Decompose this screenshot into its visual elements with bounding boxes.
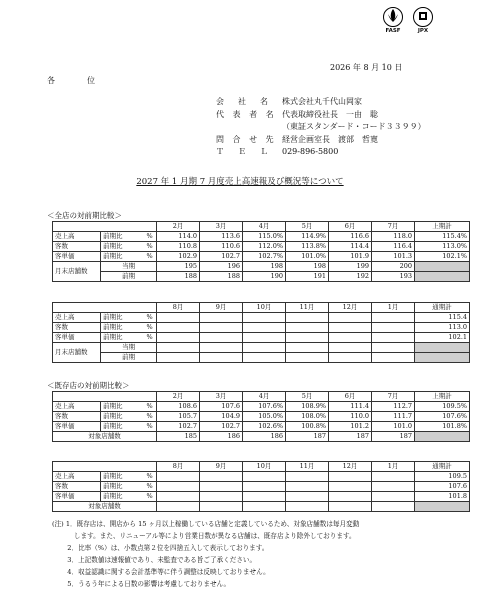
metric-unit: % <box>145 313 157 323</box>
data-cell <box>243 323 286 333</box>
metric-sublabel: 前期比 <box>101 402 145 412</box>
table-row <box>53 432 470 442</box>
metric-label: 売上高 <box>53 232 101 242</box>
data-cell <box>157 482 200 492</box>
data-cell <box>372 323 415 333</box>
metric-unit: % <box>145 472 157 482</box>
data-cell <box>200 472 243 482</box>
store-count-sublabel: 前期 <box>101 272 157 282</box>
store-count-cell <box>415 432 470 442</box>
data-cell: 113.8% <box>286 242 329 252</box>
all-stores-second-half-table <box>52 302 470 363</box>
table-row <box>53 242 470 252</box>
note-line: (注) 1．既存店は、開店から 15 ヶ月以上稼働している店舗と定義しているため、対象店舗数は毎月変動 <box>52 520 360 528</box>
store-count-cell <box>243 502 286 512</box>
store-count-cell: 188 <box>200 272 243 282</box>
metric-sublabel: 前期比 <box>101 422 145 432</box>
metric-unit: % <box>145 422 157 432</box>
column-header: 11月 <box>286 462 329 472</box>
info-label <box>216 121 282 134</box>
data-cell <box>286 323 329 333</box>
store-count-cell <box>200 343 243 353</box>
store-count-cell: 198 <box>286 262 329 272</box>
column-header: 上期計 <box>415 222 470 232</box>
metric-label: 客単価 <box>53 422 101 432</box>
store-count-cell: 192 <box>329 272 372 282</box>
metric-label: 客数 <box>53 412 101 422</box>
metric-unit: % <box>145 232 157 242</box>
store-count-cell <box>200 353 243 363</box>
table-row <box>53 343 470 353</box>
metric-sublabel: 前期比 <box>101 323 145 333</box>
data-cell: 102.1% <box>415 252 470 262</box>
data-cell: 102.7 <box>200 252 243 262</box>
data-cell: 108.9% <box>286 402 329 412</box>
store-count-cell <box>157 502 200 512</box>
phone-number: 029-896-5800 <box>282 147 339 156</box>
data-cell: 101.0% <box>286 252 329 262</box>
data-cell <box>286 482 329 492</box>
info-row-tel <box>216 146 426 159</box>
column-header: 通期計 <box>415 303 470 313</box>
store-count-label: 対象店舗数 <box>53 432 157 442</box>
store-count-cell: 191 <box>286 272 329 282</box>
store-count-label: 対象店舗数 <box>53 502 157 512</box>
column-header: 10月 <box>243 303 286 313</box>
data-cell: 114.4 <box>329 242 372 252</box>
store-count-cell: 196 <box>200 262 243 272</box>
table-row <box>53 232 470 242</box>
store-count-cell <box>200 502 243 512</box>
data-cell <box>286 472 329 482</box>
data-cell: 101.8 <box>415 492 470 502</box>
store-count-cell <box>372 502 415 512</box>
data-cell <box>329 323 372 333</box>
info-row-contact <box>216 134 426 147</box>
data-cell <box>372 313 415 323</box>
metric-label: 客数 <box>53 242 101 252</box>
info-label: 代 表 者 名 <box>216 109 277 119</box>
column-header: 1月 <box>372 462 415 472</box>
data-cell: 110.0 <box>329 412 372 422</box>
store-count-cell: 190 <box>243 272 286 282</box>
column-header: 11月 <box>286 303 329 313</box>
data-cell: 116.6 <box>329 232 372 242</box>
data-cell: 107.6% <box>415 412 470 422</box>
data-cell: 113.0 <box>415 323 470 333</box>
data-cell <box>157 472 200 482</box>
jpx-emblem-icon <box>413 6 433 28</box>
table-header-row <box>53 392 470 402</box>
store-count-cell <box>329 343 372 353</box>
data-cell <box>157 333 200 343</box>
data-cell: 113.0% <box>415 242 470 252</box>
store-count-cell <box>415 353 470 363</box>
company-info <box>216 96 426 159</box>
data-cell: 101.8% <box>415 422 470 432</box>
note-line: 4．収益認識に関する会計基準等に伴う調整は反映しておりません。 <box>52 568 270 576</box>
data-cell: 109.5 <box>415 472 470 482</box>
column-header: 5月 <box>286 222 329 232</box>
store-count-cell <box>243 343 286 353</box>
data-cell: 102.6% <box>243 422 286 432</box>
note-line: 3．上記数値は速報値であり、未監査である旨ご了承ください。 <box>52 556 257 564</box>
column-header: 1月 <box>372 303 415 313</box>
data-cell <box>329 482 372 492</box>
data-cell: 100.8% <box>286 422 329 432</box>
column-header: 12月 <box>329 303 372 313</box>
data-cell <box>329 313 372 323</box>
column-header: 3月 <box>200 222 243 232</box>
store-count-sublabel: 当期 <box>101 343 157 353</box>
data-cell: 102.1 <box>415 333 470 343</box>
column-header: 8月 <box>157 462 200 472</box>
data-cell: 107.6 <box>200 402 243 412</box>
company-name: 株式会社丸千代山岡家 <box>282 97 362 106</box>
column-header: 4月 <box>243 222 286 232</box>
data-cell <box>200 313 243 323</box>
table-row <box>53 412 470 422</box>
store-count-cell <box>372 353 415 363</box>
store-count-cell <box>372 343 415 353</box>
metric-label: 売上高 <box>53 472 101 482</box>
column-header: 8月 <box>157 303 200 313</box>
store-count-label: 月末店舗数 <box>53 262 101 282</box>
data-cell: 118.0 <box>372 232 415 242</box>
data-cell <box>329 492 372 502</box>
store-count-cell: 187 <box>372 432 415 442</box>
store-count-cell <box>329 502 372 512</box>
header-blank-cell <box>53 462 157 472</box>
table-header-row <box>53 462 470 472</box>
data-cell: 102.7 <box>200 422 243 432</box>
column-header: 上期計 <box>415 392 470 402</box>
table-row <box>53 472 470 482</box>
column-header: 4月 <box>243 392 286 402</box>
note-line: します。また、リニューアル等により営業日数が異なる店舗は、既存店より除外しております。 <box>52 532 356 540</box>
store-count-cell <box>157 343 200 353</box>
notes <box>52 518 472 590</box>
header-blank-cell <box>53 222 157 232</box>
data-cell: 109.5% <box>415 402 470 412</box>
metric-sublabel: 前期比 <box>101 313 145 323</box>
metric-unit: % <box>145 402 157 412</box>
table-header-row <box>53 303 470 313</box>
store-count-cell: 195 <box>157 262 200 272</box>
data-cell <box>200 323 243 333</box>
logo-group <box>382 6 434 34</box>
store-count-cell: 188 <box>157 272 200 282</box>
jpx-logo: JPX <box>412 6 434 34</box>
data-cell: 111.7 <box>372 412 415 422</box>
table-row <box>53 323 470 333</box>
data-cell: 115.4 <box>415 313 470 323</box>
column-header: 9月 <box>200 462 243 472</box>
data-cell <box>286 313 329 323</box>
data-cell: 105.0% <box>243 412 286 422</box>
store-count-cell: 185 <box>157 432 200 442</box>
store-count-cell: 186 <box>200 432 243 442</box>
column-header: 10月 <box>243 462 286 472</box>
data-cell: 116.4 <box>372 242 415 252</box>
table-row <box>53 262 470 272</box>
data-cell: 108.0% <box>286 412 329 422</box>
data-cell <box>286 333 329 343</box>
data-cell <box>372 492 415 502</box>
info-label: 問 合 せ 先 <box>216 134 277 144</box>
metric-label: 客数 <box>53 323 101 333</box>
table-row <box>53 252 470 262</box>
store-count-cell <box>415 262 470 272</box>
metric-label: 客単価 <box>53 252 101 262</box>
data-cell: 113.6 <box>200 232 243 242</box>
metric-label: 客数 <box>53 482 101 492</box>
store-count-cell: 187 <box>329 432 372 442</box>
store-count-cell <box>415 272 470 282</box>
store-count-cell <box>286 343 329 353</box>
store-count-cell: 200 <box>372 262 415 272</box>
metric-label: 売上高 <box>53 402 101 412</box>
store-count-cell: 198 <box>243 262 286 272</box>
store-count-cell: 187 <box>286 432 329 442</box>
section-heading-all-stores: ＜全店の対前期比較＞ <box>47 211 122 220</box>
note-line: 2．比率（%）は、小数点第２位を四捨五入して表示しております。 <box>52 544 269 552</box>
metric-sublabel: 前期比 <box>101 252 145 262</box>
column-header: 6月 <box>329 392 372 402</box>
fasf-emblem-icon <box>383 6 403 28</box>
stock-code: （東証スタンダード・コード３３９９） <box>282 122 426 131</box>
data-cell: 112.0% <box>243 242 286 252</box>
info-row-representative <box>216 109 426 122</box>
data-cell: 108.6 <box>157 402 200 412</box>
table-row <box>53 482 470 492</box>
section-heading-existing-stores: ＜既存店の対前期比較＞ <box>47 381 130 390</box>
column-header: 7月 <box>372 392 415 402</box>
all-stores-first-half-table <box>52 221 470 282</box>
metric-sublabel: 前期比 <box>101 333 145 343</box>
column-header: 2月 <box>157 392 200 402</box>
data-cell: 110.8 <box>157 242 200 252</box>
data-cell: 104.9 <box>200 412 243 422</box>
metric-sublabel: 前期比 <box>101 412 145 422</box>
store-count-cell <box>286 502 329 512</box>
data-cell: 101.0 <box>372 422 415 432</box>
data-cell: 114.9% <box>286 232 329 242</box>
data-cell <box>243 333 286 343</box>
metric-unit: % <box>145 412 157 422</box>
data-cell: 111.4 <box>329 402 372 412</box>
metric-sublabel: 前期比 <box>101 242 145 252</box>
data-cell <box>243 313 286 323</box>
table-row <box>53 422 470 432</box>
metric-unit: % <box>145 242 157 252</box>
metric-label: 客単価 <box>53 333 101 343</box>
data-cell: 101.9 <box>329 252 372 262</box>
data-cell: 114.0 <box>157 232 200 242</box>
metric-unit: % <box>145 482 157 492</box>
existing-stores-first-half-table <box>52 391 470 442</box>
data-cell <box>200 492 243 502</box>
metric-label: 売上高 <box>53 313 101 323</box>
header-blank-cell <box>53 392 157 402</box>
column-header: 7月 <box>372 222 415 232</box>
data-cell <box>329 333 372 343</box>
data-cell <box>157 313 200 323</box>
store-count-cell <box>329 353 372 363</box>
contact-person: 経営企画室長 渡部 哲寛 <box>282 134 378 144</box>
column-header: 9月 <box>200 303 243 313</box>
addressee: 各 位 <box>47 76 107 85</box>
data-cell <box>243 472 286 482</box>
representative-name: 代表取締役社長 一由 聡 <box>282 109 378 119</box>
table-row <box>53 353 470 363</box>
column-header: 通期計 <box>415 462 470 472</box>
data-cell: 102.7% <box>243 252 286 262</box>
metric-label: 客単価 <box>53 492 101 502</box>
fasf-logo: FASF <box>382 6 404 34</box>
header-blank-cell <box>53 303 157 313</box>
note-line: 5．うるう年による日数の影響は考慮しておりません。 <box>52 580 231 588</box>
metric-unit: % <box>145 333 157 343</box>
data-cell: 115.0% <box>243 232 286 242</box>
store-count-sublabel: 当期 <box>101 262 157 272</box>
data-cell: 115.4% <box>415 232 470 242</box>
data-cell: 107.6 <box>415 482 470 492</box>
table-header-row <box>53 222 470 232</box>
store-count-cell <box>286 353 329 363</box>
metric-sublabel: 前期比 <box>101 492 145 502</box>
data-cell <box>157 323 200 333</box>
data-cell <box>329 472 372 482</box>
data-cell <box>243 492 286 502</box>
store-count-cell <box>415 502 470 512</box>
column-header: 5月 <box>286 392 329 402</box>
metric-unit: % <box>145 252 157 262</box>
data-cell: 107.6% <box>243 402 286 412</box>
metric-sublabel: 前期比 <box>101 232 145 242</box>
table-row <box>53 492 470 502</box>
data-cell <box>372 333 415 343</box>
column-header: 2月 <box>157 222 200 232</box>
report-title: 2027 年 1 月期 7 月度売上高速報及び概況等について <box>136 177 344 187</box>
info-row-stock-code <box>216 121 426 134</box>
data-cell <box>372 472 415 482</box>
data-cell <box>200 333 243 343</box>
existing-stores-second-half-table <box>52 461 470 512</box>
data-cell: 101.3 <box>372 252 415 262</box>
info-label: 会 社 名 <box>216 97 271 106</box>
metric-sublabel: 前期比 <box>101 472 145 482</box>
data-cell <box>200 482 243 492</box>
table-row <box>53 402 470 412</box>
store-count-label: 月末店舗数 <box>53 343 101 363</box>
store-count-cell <box>243 353 286 363</box>
data-cell: 102.9 <box>157 252 200 262</box>
column-header: 12月 <box>329 462 372 472</box>
data-cell: 110.6 <box>200 242 243 252</box>
store-count-cell <box>157 353 200 363</box>
data-cell: 112.7 <box>372 402 415 412</box>
metric-unit: % <box>145 492 157 502</box>
column-header: 3月 <box>200 392 243 402</box>
table-row <box>53 313 470 323</box>
data-cell <box>243 482 286 492</box>
column-header: 6月 <box>329 222 372 232</box>
store-count-cell: 186 <box>243 432 286 442</box>
store-count-sublabel: 前期 <box>101 353 157 363</box>
store-count-cell <box>415 343 470 353</box>
table-row <box>53 502 470 512</box>
info-row-company <box>216 96 426 109</box>
data-cell: 102.7 <box>157 422 200 432</box>
table-row <box>53 272 470 282</box>
info-label: Ｔ Ｅ Ｌ <box>216 147 271 156</box>
metric-sublabel: 前期比 <box>101 482 145 492</box>
metric-unit: % <box>145 323 157 333</box>
data-cell <box>372 482 415 492</box>
document-date: 2026 年 8 月 10 日 <box>330 63 403 72</box>
store-count-cell: 199 <box>329 262 372 272</box>
data-cell <box>286 492 329 502</box>
data-cell <box>157 492 200 502</box>
store-count-cell: 193 <box>372 272 415 282</box>
table-row <box>53 333 470 343</box>
data-cell: 105.7 <box>157 412 200 422</box>
data-cell: 101.2 <box>329 422 372 432</box>
